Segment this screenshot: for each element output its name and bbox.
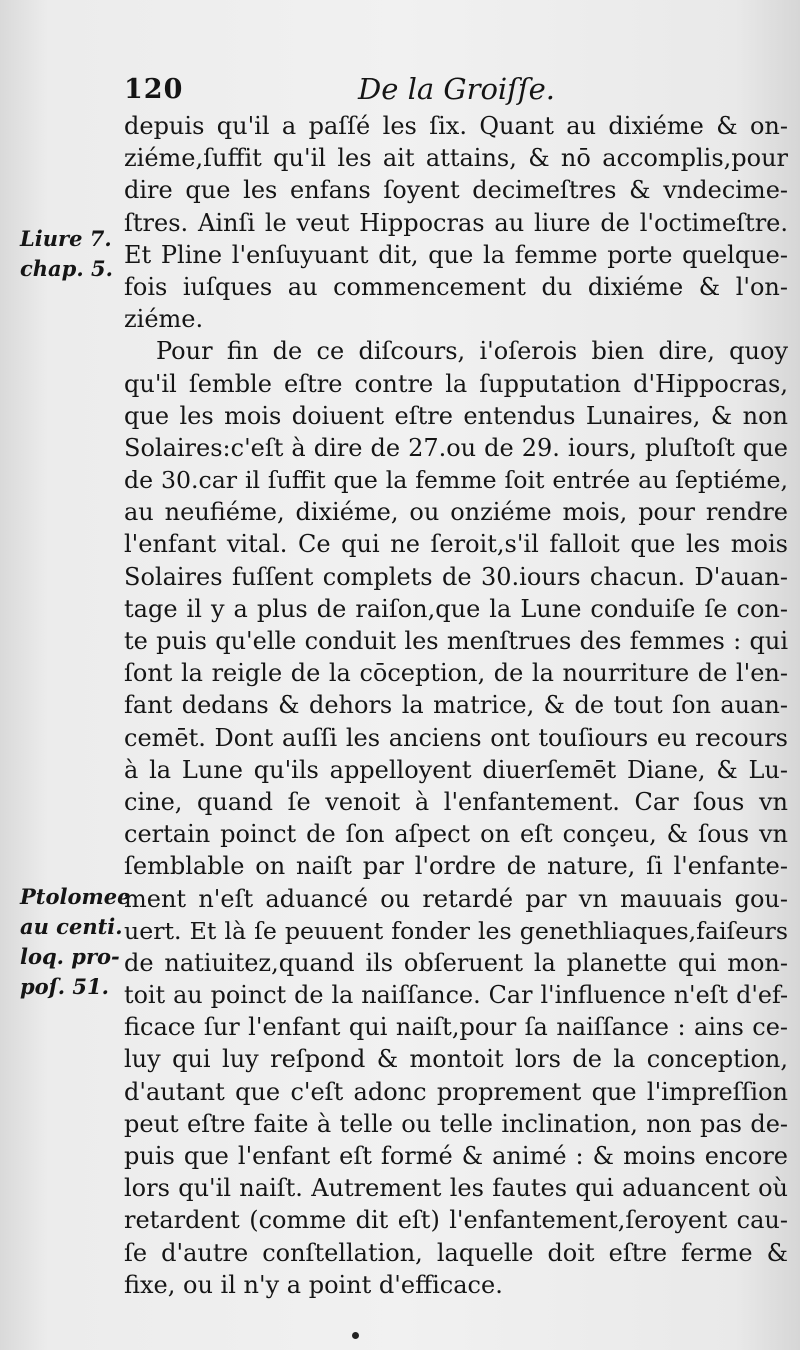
text-line: depuis qu'il a paſſé les ſix. Quant au dixiéme & on- [124, 112, 788, 140]
text-line: Pour fin de ce diſcours, i'oſerois bien dire, quoy [156, 337, 788, 366]
text-line: certain poinct de ſon aſpect on eſt conçeu, & ſous vn [124, 820, 788, 849]
margin-note-line: Ptolomee [20, 884, 131, 909]
margin-note-line: chap. 5. [20, 256, 113, 281]
margin-note-line: Liure 7. [20, 226, 112, 251]
text-line: lors qu'il naiſt. Autrement les fautes qui aduancent où [124, 1174, 788, 1203]
ink-dot [352, 1332, 359, 1339]
page-header [0, 70, 800, 110]
text-line: l'enfant vital. Ce qui ne ſeroit,s'il falloit que les mois [124, 530, 788, 559]
page-number: 120 [124, 74, 184, 105]
text-line: toit au poinct de la naiſſance. Car l'influence n'eſt d'ef- [124, 981, 788, 1010]
text-line: dire que les enfans ſoyent decimeſtres & vndecime- [124, 176, 788, 205]
text-line: fois iuſques au commencement du dixiéme & l'on- [124, 272, 788, 301]
body-text [124, 110, 788, 1301]
margin-note-line: poſ. 51. [20, 974, 109, 999]
text-line: ſtres. Ainſi le veut Hippocras au liure de l'octimeſtre. [124, 208, 788, 237]
text-line: Solaires fuſſent complets de 30.iours chacun. D'auan- [124, 562, 788, 591]
margin-note-ptolomee [20, 882, 131, 1002]
margin-note-line: au centi. [20, 914, 123, 939]
text-line: fant dedans & dehors la matrice, & de tout ſon auan- [124, 691, 788, 720]
running-title: De la Groiſſe. [358, 72, 556, 106]
text-line: te puis qu'elle conduit les menſtrues des femmes : qui [124, 627, 788, 655]
text-line: ſe d'autre conſtellation, laquelle doit eſtre ferme & [124, 1238, 788, 1267]
text-line: cine, quand ſe venoit à l'enfantement. Car ſous vn [124, 787, 788, 816]
text-line: uert. Et là ſe peuuent fonder les genethliaques,faiſeurs [124, 916, 788, 945]
text-line: tage il y a plus de raiſon,que la Lune conduiſe ſe con- [124, 594, 788, 623]
margin-note-livre [20, 224, 120, 284]
text-line: puis que l'enfant eſt formé & animé : & moins encore [124, 1142, 788, 1170]
text-line: peut eſtre faite à telle ou telle inclination, non pas de- [124, 1109, 788, 1138]
text-line: que les mois doiuent eſtre entendus Lunaires, & non [124, 401, 788, 430]
text-line: ſont la reigle de la cōception, de la nourriture de l'en- [124, 659, 788, 688]
text-line: ment n'eſt aduancé ou retardé par vn mauuais gou- [124, 884, 788, 913]
text-line: qu'il ſemble eſtre contre la ſupputation d'Hippocras, [124, 369, 788, 398]
text-line: ſemblable on naiſt par l'ordre de nature, ſi l'enfante- [124, 852, 788, 881]
text-line: ziéme,ſuffit qu'il les ait attains, & nō accomplis,pour [124, 144, 788, 173]
text-line: à la Lune qu'ils appelloyent diuerſemēt Diane, & Lu- [124, 755, 788, 784]
text-line: cemēt. Dont auſſi les anciens ont touſiours eu recours [124, 723, 788, 752]
text-line: de natiuitez,quand ils obſeruent la planette qui mon- [124, 948, 788, 977]
text-line: Et Pline l'enſuyuant dit, que la femme porte quelque- [124, 240, 788, 269]
text-line: ficace ſur l'enfant qui naiſt,pour ſa naiſſance : ains ce- [124, 1013, 788, 1042]
text-line: au neufiéme, dixiéme, ou onziéme mois, pour rendre [124, 498, 788, 527]
text-line: de 30.car il ſuffit que la femme ſoit entrée au ſeptiéme, [124, 466, 788, 495]
text-line: Solaires:c'eſt à dire de 27.ou de 29. iours, pluſtoſt que [124, 433, 788, 462]
text-line: ziéme. [124, 305, 204, 334]
margin-note-line: loq. pro- [20, 944, 120, 969]
text-line: d'autant que c'eſt adonc proprement que l'impreſſion [124, 1077, 788, 1106]
text-line: luy qui luy reſpond & montoit lors de la conception, [124, 1045, 788, 1074]
text-line: fixe, ou il n'y a point d'efficace. [124, 1270, 503, 1299]
text-line: retardent (comme dit eſt) l'enfantement,ſeroyent cau- [124, 1206, 788, 1235]
